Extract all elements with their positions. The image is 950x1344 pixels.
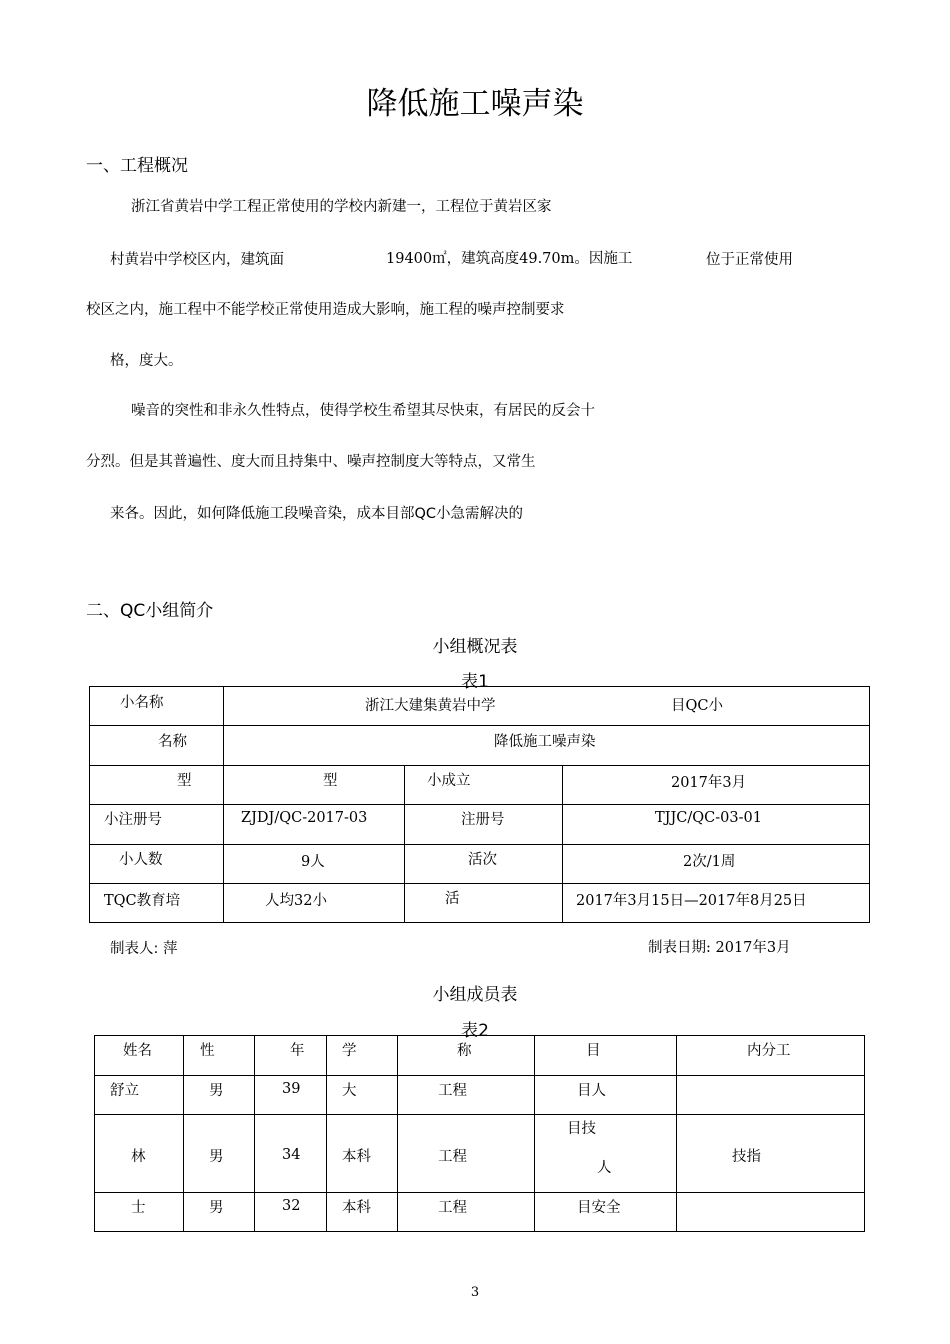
table-cell	[677, 1193, 865, 1232]
table-cell: 工程	[398, 1115, 535, 1193]
table-cell: 目人	[535, 1076, 677, 1115]
table-cell: 9人	[224, 845, 405, 884]
table-cell: 工程	[398, 1076, 535, 1115]
table-header-cell: 姓名	[95, 1036, 184, 1076]
overview-line-6: 分烈。但是其普遍性、度大而且持集中、噪声控制度大等特点，又常生	[86, 454, 536, 470]
overview-line-3: 校区之内，施工程中不能学校正常使用造成大影响，施工程的噪声控制要求	[86, 302, 565, 318]
table-cell: 本科	[327, 1193, 398, 1232]
page-title: 降低施工噪声染	[366, 86, 584, 122]
table-cell: 小注册号	[90, 805, 224, 845]
overview-line-2-area: 19400㎡，建筑高度49.70m。因施工	[386, 251, 633, 267]
table-row	[90, 884, 870, 923]
table-row	[90, 766, 870, 805]
table-cell: 本科	[327, 1115, 398, 1193]
table2-label: 表2	[461, 1021, 489, 1041]
overview-line-1: 浙江省黄岩中学工程正常使用的学校内新建一，工程位于黄岩区家	[131, 199, 552, 215]
table-cell: 小成立	[405, 766, 563, 805]
table-cell: TQC教育培	[90, 884, 224, 923]
table-cell: 工程	[398, 1193, 535, 1232]
table-cell: 目安全	[535, 1193, 677, 1232]
table-row	[90, 845, 870, 884]
table-cell: 目技 人	[535, 1115, 677, 1193]
table-cell: 2017年3月	[563, 766, 870, 805]
table-row	[90, 687, 870, 726]
table-cell: 注册号	[405, 805, 563, 845]
overview-line-2-tail: 位于正常使用	[706, 252, 793, 268]
table-cell: 32	[255, 1193, 327, 1232]
table-header-cell: 年	[255, 1036, 327, 1076]
table-cell: 活	[405, 884, 563, 923]
table-cell: 男	[184, 1115, 255, 1193]
table-cell: 小人数	[90, 845, 224, 884]
section-heading-overview: 一、工程概况	[86, 156, 188, 176]
table-cell	[677, 1076, 865, 1115]
table-row	[95, 1076, 865, 1115]
table-cell: 浙江大建集黄岩中学 目QC小	[224, 687, 870, 726]
table-cell: 降低施工噪声染	[224, 726, 870, 766]
overview-line-4: 格，度大。	[110, 353, 183, 369]
group-members-table	[94, 1035, 865, 1232]
table-header-cell: 学	[327, 1036, 398, 1076]
table-cell: 林	[95, 1115, 184, 1193]
table-cell: TJJC/QC-03-01	[563, 805, 870, 845]
group-overview-table	[89, 686, 870, 923]
table1-label: 表1	[461, 672, 489, 692]
table-cell: 型	[90, 766, 224, 805]
table1-date: 制表日期: 2017年3月	[648, 940, 791, 956]
table-cell: 小名称	[90, 687, 224, 726]
page-number: 3	[470, 1285, 480, 1300]
section-heading-qc-group: 二、QC小组简介	[86, 601, 214, 621]
table-row	[95, 1193, 865, 1232]
table1-caption: 小组概况表	[432, 637, 518, 657]
table-header-cell: 性	[184, 1036, 255, 1076]
overview-line-2: 村黄岩中学校区内，建筑面	[110, 252, 284, 268]
table-cell: 男	[184, 1076, 255, 1115]
table-cell: 人均32小	[224, 884, 405, 923]
table-row	[90, 805, 870, 845]
table-header-row	[95, 1036, 865, 1076]
table-cell: 活次	[405, 845, 563, 884]
table-cell: 名称	[90, 726, 224, 766]
table-cell: 士	[95, 1193, 184, 1232]
table-cell: 型	[224, 766, 405, 805]
overview-line-7: 来各。因此，如何降低施工段噪音染，成本目部QC小急需解决的	[110, 506, 524, 522]
table-cell: 39	[255, 1076, 327, 1115]
table-cell: 2017年3月15日—2017年8月25日	[563, 884, 870, 923]
table-cell: 舒立	[95, 1076, 184, 1115]
table-cell: 34	[255, 1115, 327, 1193]
table-cell: 技指	[677, 1115, 865, 1193]
table-cell: 大	[327, 1076, 398, 1115]
table-cell: ZJDJ/QC-2017-03	[224, 805, 405, 845]
table1-maker: 制表人: 萍	[110, 941, 178, 957]
table-row	[90, 726, 870, 766]
table-header-cell: 内分工	[677, 1036, 865, 1076]
table2-caption: 小组成员表	[432, 985, 518, 1005]
table-cell: 男	[184, 1193, 255, 1232]
table-row	[95, 1115, 865, 1193]
table-header-cell: 称	[398, 1036, 535, 1076]
table-header-cell: 目	[535, 1036, 677, 1076]
table-cell: 2次/1周	[563, 845, 870, 884]
overview-line-5: 噪音的突性和非永久性特点，使得学校生希望其尽快束，有居民的反会十	[131, 403, 595, 419]
